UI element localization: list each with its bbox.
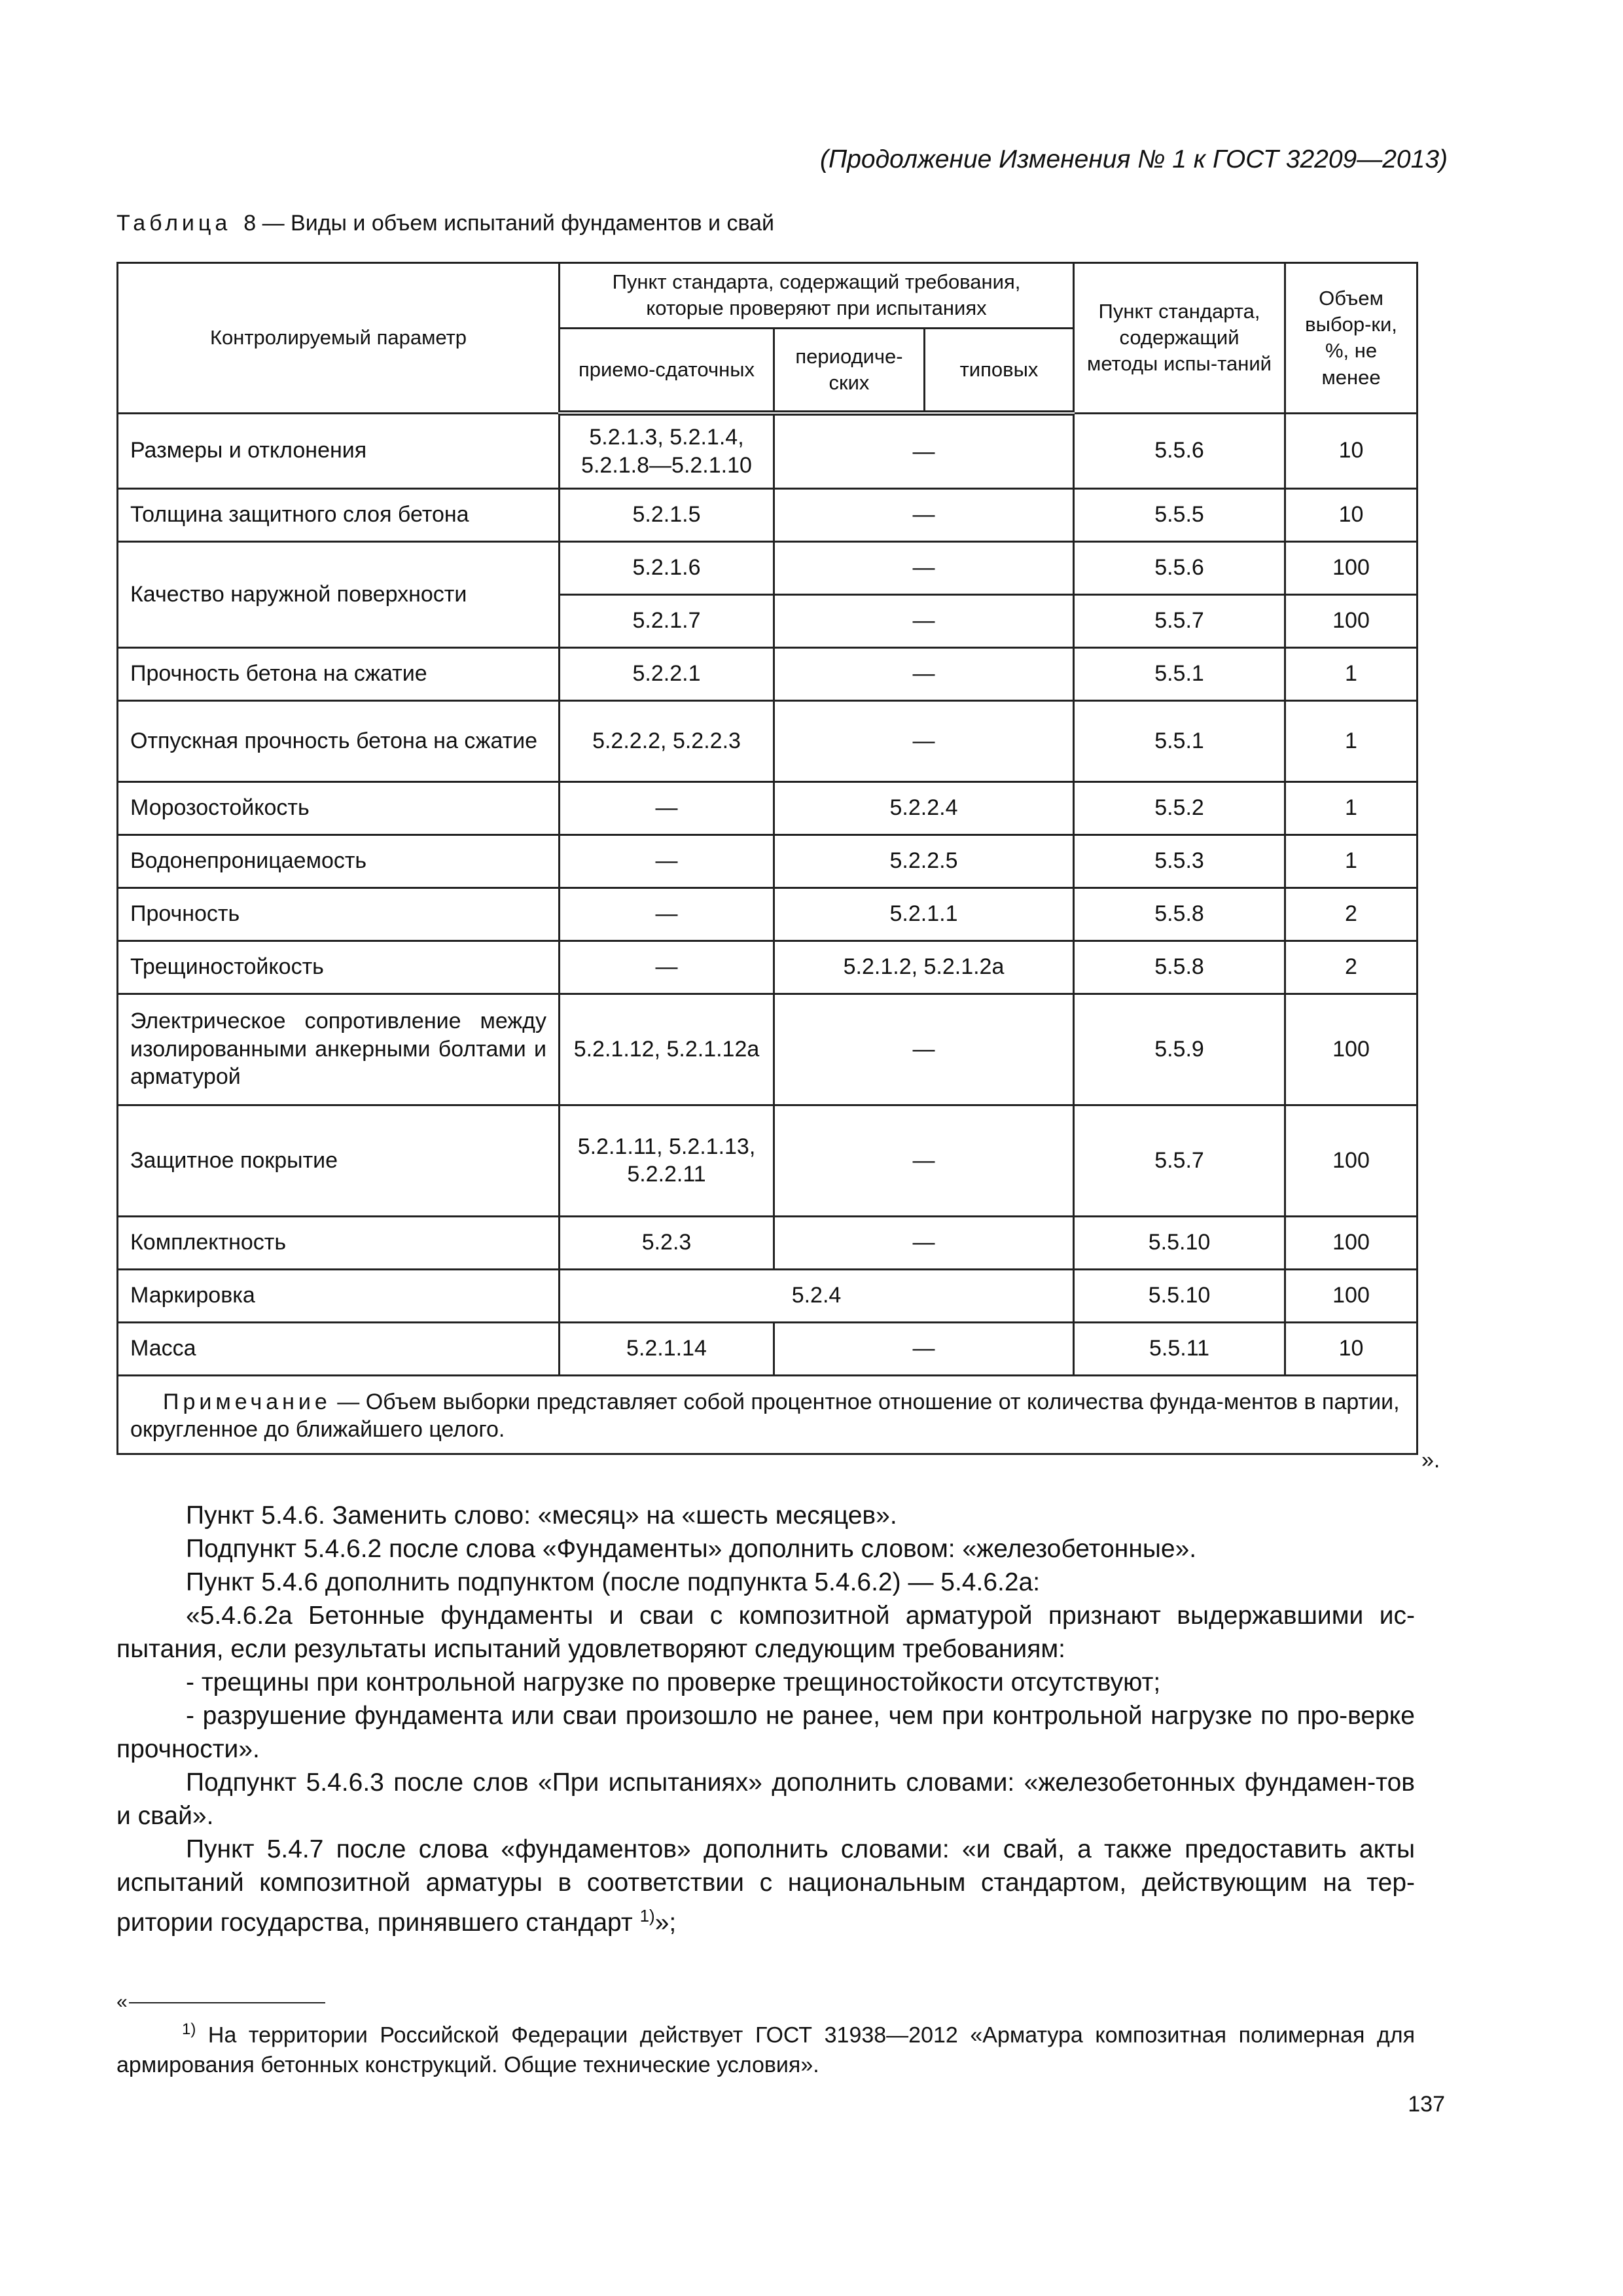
sample-cell: 100 [1285,541,1418,594]
sample-cell: 1 [1285,700,1418,781]
sample-cell: 2 [1285,941,1418,994]
table-row [118,834,1418,888]
paragraph: - трещины при контрольной нагрузке по проверке трещиностойкости отсутствуют; [186,1668,1161,1696]
methods-cell: 5.5.8 [1074,888,1285,941]
periodic-type-cell: — [774,1322,1074,1375]
periodic-type-cell: — [774,1105,1074,1216]
periodic-type-cell: — [774,994,1074,1105]
param-cell: Водонепроницаемость [118,834,560,888]
sample-cell: 100 [1285,994,1418,1105]
header-param: Контролируемый параметр [118,263,560,414]
footnote-text: На территории Российской Федерации действует ГОСТ 31938—2012 «Арматура композитная полимерная для армирования бетонных конструкций. Общие технические условия». [116,2022,1415,2078]
param-cell: Толщина защитного слоя бетона [118,488,560,541]
sample-cell: 2 [1285,888,1418,941]
methods-cell: 5.5.7 [1074,1105,1285,1216]
acceptance-cell: 5.2.1.11, 5.2.1.13, 5.2.2.11 [560,1105,774,1216]
acceptance-cell: 5.2.1.7 [560,594,774,647]
table-row [118,1105,1418,1216]
note-text: — Объем выборки представляет собой процентное отношение от количества фунда-ментов в партии, округленное до ближайшего целого. [130,1389,1400,1443]
table-caption [116,211,774,236]
methods-cell: 5.5.1 [1074,647,1285,700]
acceptance-cell: — [560,781,774,834]
sample-cell: 100 [1285,1105,1418,1216]
table-row [118,647,1418,700]
acceptance-cell: — [560,834,774,888]
param-cell: Защитное покрытие [118,1105,560,1216]
table-row [118,941,1418,994]
page-number: 137 [1408,2092,1445,2117]
paragraph: Пункт 5.4.6. Заменить слово: «месяц» на «шесть месяцев». [186,1501,897,1530]
methods-cell: 5.5.6 [1074,413,1285,488]
param-cell: Масса [118,1322,560,1375]
note-label: Примечание [163,1389,331,1414]
table-note-row [118,1375,1418,1454]
methods-cell: 5.5.8 [1074,941,1285,994]
sample-cell: 100 [1285,1216,1418,1269]
table-caption-text: 8 — Виды и объем испытаний фундаментов и свай [243,211,775,236]
sample-cell: 1 [1285,834,1418,888]
footnote-separator-mark: « [116,1991,128,2013]
acceptance-cell: 5.2.1.6 [560,541,774,594]
periodic-type-cell: 5.2.2.5 [774,834,1074,888]
periodic-type-cell: — [774,647,1074,700]
param-cell: Качество наружной поверхности [118,541,560,647]
paragraph-end: »; [654,1909,677,1937]
periodic-type-cell: 5.2.1.2, 5.2.1.2а [774,941,1074,994]
paragraph [116,1833,1415,1939]
header-requirements-group: Пункт стандарта, содержащий требования, которые проверяют при испытаниях [560,263,1074,329]
paragraph: - разрушение фундамента или сваи произошло не ранее, чем при контрольной нагрузке по про-верке прочности». [116,1702,1415,1763]
table-close-mark: ». [1421,1448,1440,1473]
table-note [118,1375,1418,1454]
methods-cell: 5.5.1 [1074,700,1285,781]
acceptance-cell: — [560,941,774,994]
periodic-type-cell: — [774,1216,1074,1269]
acceptance-cell: 5.2.1.14 [560,1322,774,1375]
sample-cell: 10 [1285,413,1418,488]
table-caption-label: Таблица [116,211,232,236]
sample-cell: 1 [1285,647,1418,700]
param-cell: Морозостойкость [118,781,560,834]
paragraph: Пункт 5.4.6 дополнить подпунктом (после подпункта 5.4.6.2) — 5.4.6.2а: [186,1568,1041,1596]
footnote-marker: 1) [182,2020,196,2038]
sample-cell: 100 [1285,594,1418,647]
methods-cell: 5.5.9 [1074,994,1285,1105]
footnote-ref: 1) [639,1906,655,1926]
param-cell: Маркировка [118,1269,560,1322]
footnote-separator [116,1991,325,2013]
periodic-type-cell: 5.2.1.1 [774,888,1074,941]
periodic-type-cell: — [774,700,1074,781]
param-cell: Комплектность [118,1216,560,1269]
methods-cell: 5.5.3 [1074,834,1285,888]
header-periodic: периодиче-ских [774,328,925,413]
table-row [118,781,1418,834]
methods-cell: 5.5.6 [1074,541,1285,594]
paragraph: Подпункт 5.4.6.2 после слова «Фундаменты» дополнить словом: «железобетонные». [186,1535,1197,1563]
methods-cell: 5.5.7 [1074,594,1285,647]
acceptance-cell: 5.2.3 [560,1216,774,1269]
footnote [116,2015,1415,2080]
table-row [118,488,1418,541]
acceptance-cell: 5.2.2.2, 5.2.2.3 [560,700,774,781]
param-cell: Электрическое сопротивление между изолированными анкерными болтами и арматурой [118,994,560,1105]
param-cell: Отпускная прочность бетона на сжатие [118,700,560,781]
header-type: типовых [925,328,1074,413]
periodic-type-cell: — [774,413,1074,488]
methods-cell: 5.5.10 [1074,1269,1285,1322]
table-row [118,700,1418,781]
tests-table [116,262,1418,1455]
acceptance-cell: 5.2.1.12, 5.2.1.12а [560,994,774,1105]
sample-cell: 10 [1285,1322,1418,1375]
table-row [118,1322,1418,1375]
table-row [118,413,1418,488]
methods-cell: 5.5.11 [1074,1322,1285,1375]
header-methods: Пункт стандарта, содержащий методы испы-таний [1074,263,1285,414]
sample-cell: 10 [1285,488,1418,541]
periodic-type-cell: 5.2.2.4 [774,781,1074,834]
table-row [118,994,1418,1105]
methods-cell: 5.5.5 [1074,488,1285,541]
periodic-type-cell: — [774,488,1074,541]
footnote-rule [129,2002,325,2003]
param-cell: Прочность бетона на сжатие [118,647,560,700]
acceptance-cell: 5.2.1.3, 5.2.1.4, 5.2.1.8—5.2.1.10 [560,413,774,488]
body-text [116,1499,1415,1939]
acceptance-cell: 5.2.2.1 [560,647,774,700]
requirements-all-cell: 5.2.4 [560,1269,1074,1322]
table-row [118,541,1418,594]
table-row [118,1216,1418,1269]
acceptance-cell: 5.2.1.5 [560,488,774,541]
methods-cell: 5.5.2 [1074,781,1285,834]
page-header: (Продолжение Изменения № 1 к ГОСТ 32209—2013) [819,145,1448,173]
methods-cell: 5.5.10 [1074,1216,1285,1269]
periodic-type-cell: — [774,594,1074,647]
table-row [118,1269,1418,1322]
periodic-type-cell: — [774,541,1074,594]
paragraph: Подпункт 5.4.6.3 после слов «При испытаниях» дополнить словами: «железобетонных фундамен-тов и свай». [116,1768,1415,1830]
table-row [118,888,1418,941]
paragraph: «5.4.6.2а Бетонные фундаменты и сваи с композитной арматурой признают выдержавшими ис-пытания, если результаты испытаний удовлетворяют следующим требованиям: [116,1602,1415,1663]
param-cell: Прочность [118,888,560,941]
header-sample: Объем выбор-ки, %, не менее [1285,263,1418,414]
sample-cell: 1 [1285,781,1418,834]
param-cell: Трещиностойкость [118,941,560,994]
sample-cell: 100 [1285,1269,1418,1322]
header-acceptance: приемо-сдаточных [560,328,774,413]
acceptance-cell: — [560,888,774,941]
param-cell: Размеры и отклонения [118,413,560,488]
paragraph-text: Пункт 5.4.7 после слова «фундаментов» дополнить словами: «и свай, а также предоставить акты испытаний композитной арматуры в соответствии с национальным стандартом, действующим на тер-ритории государства, принявшего стандарт [116,1835,1415,1937]
